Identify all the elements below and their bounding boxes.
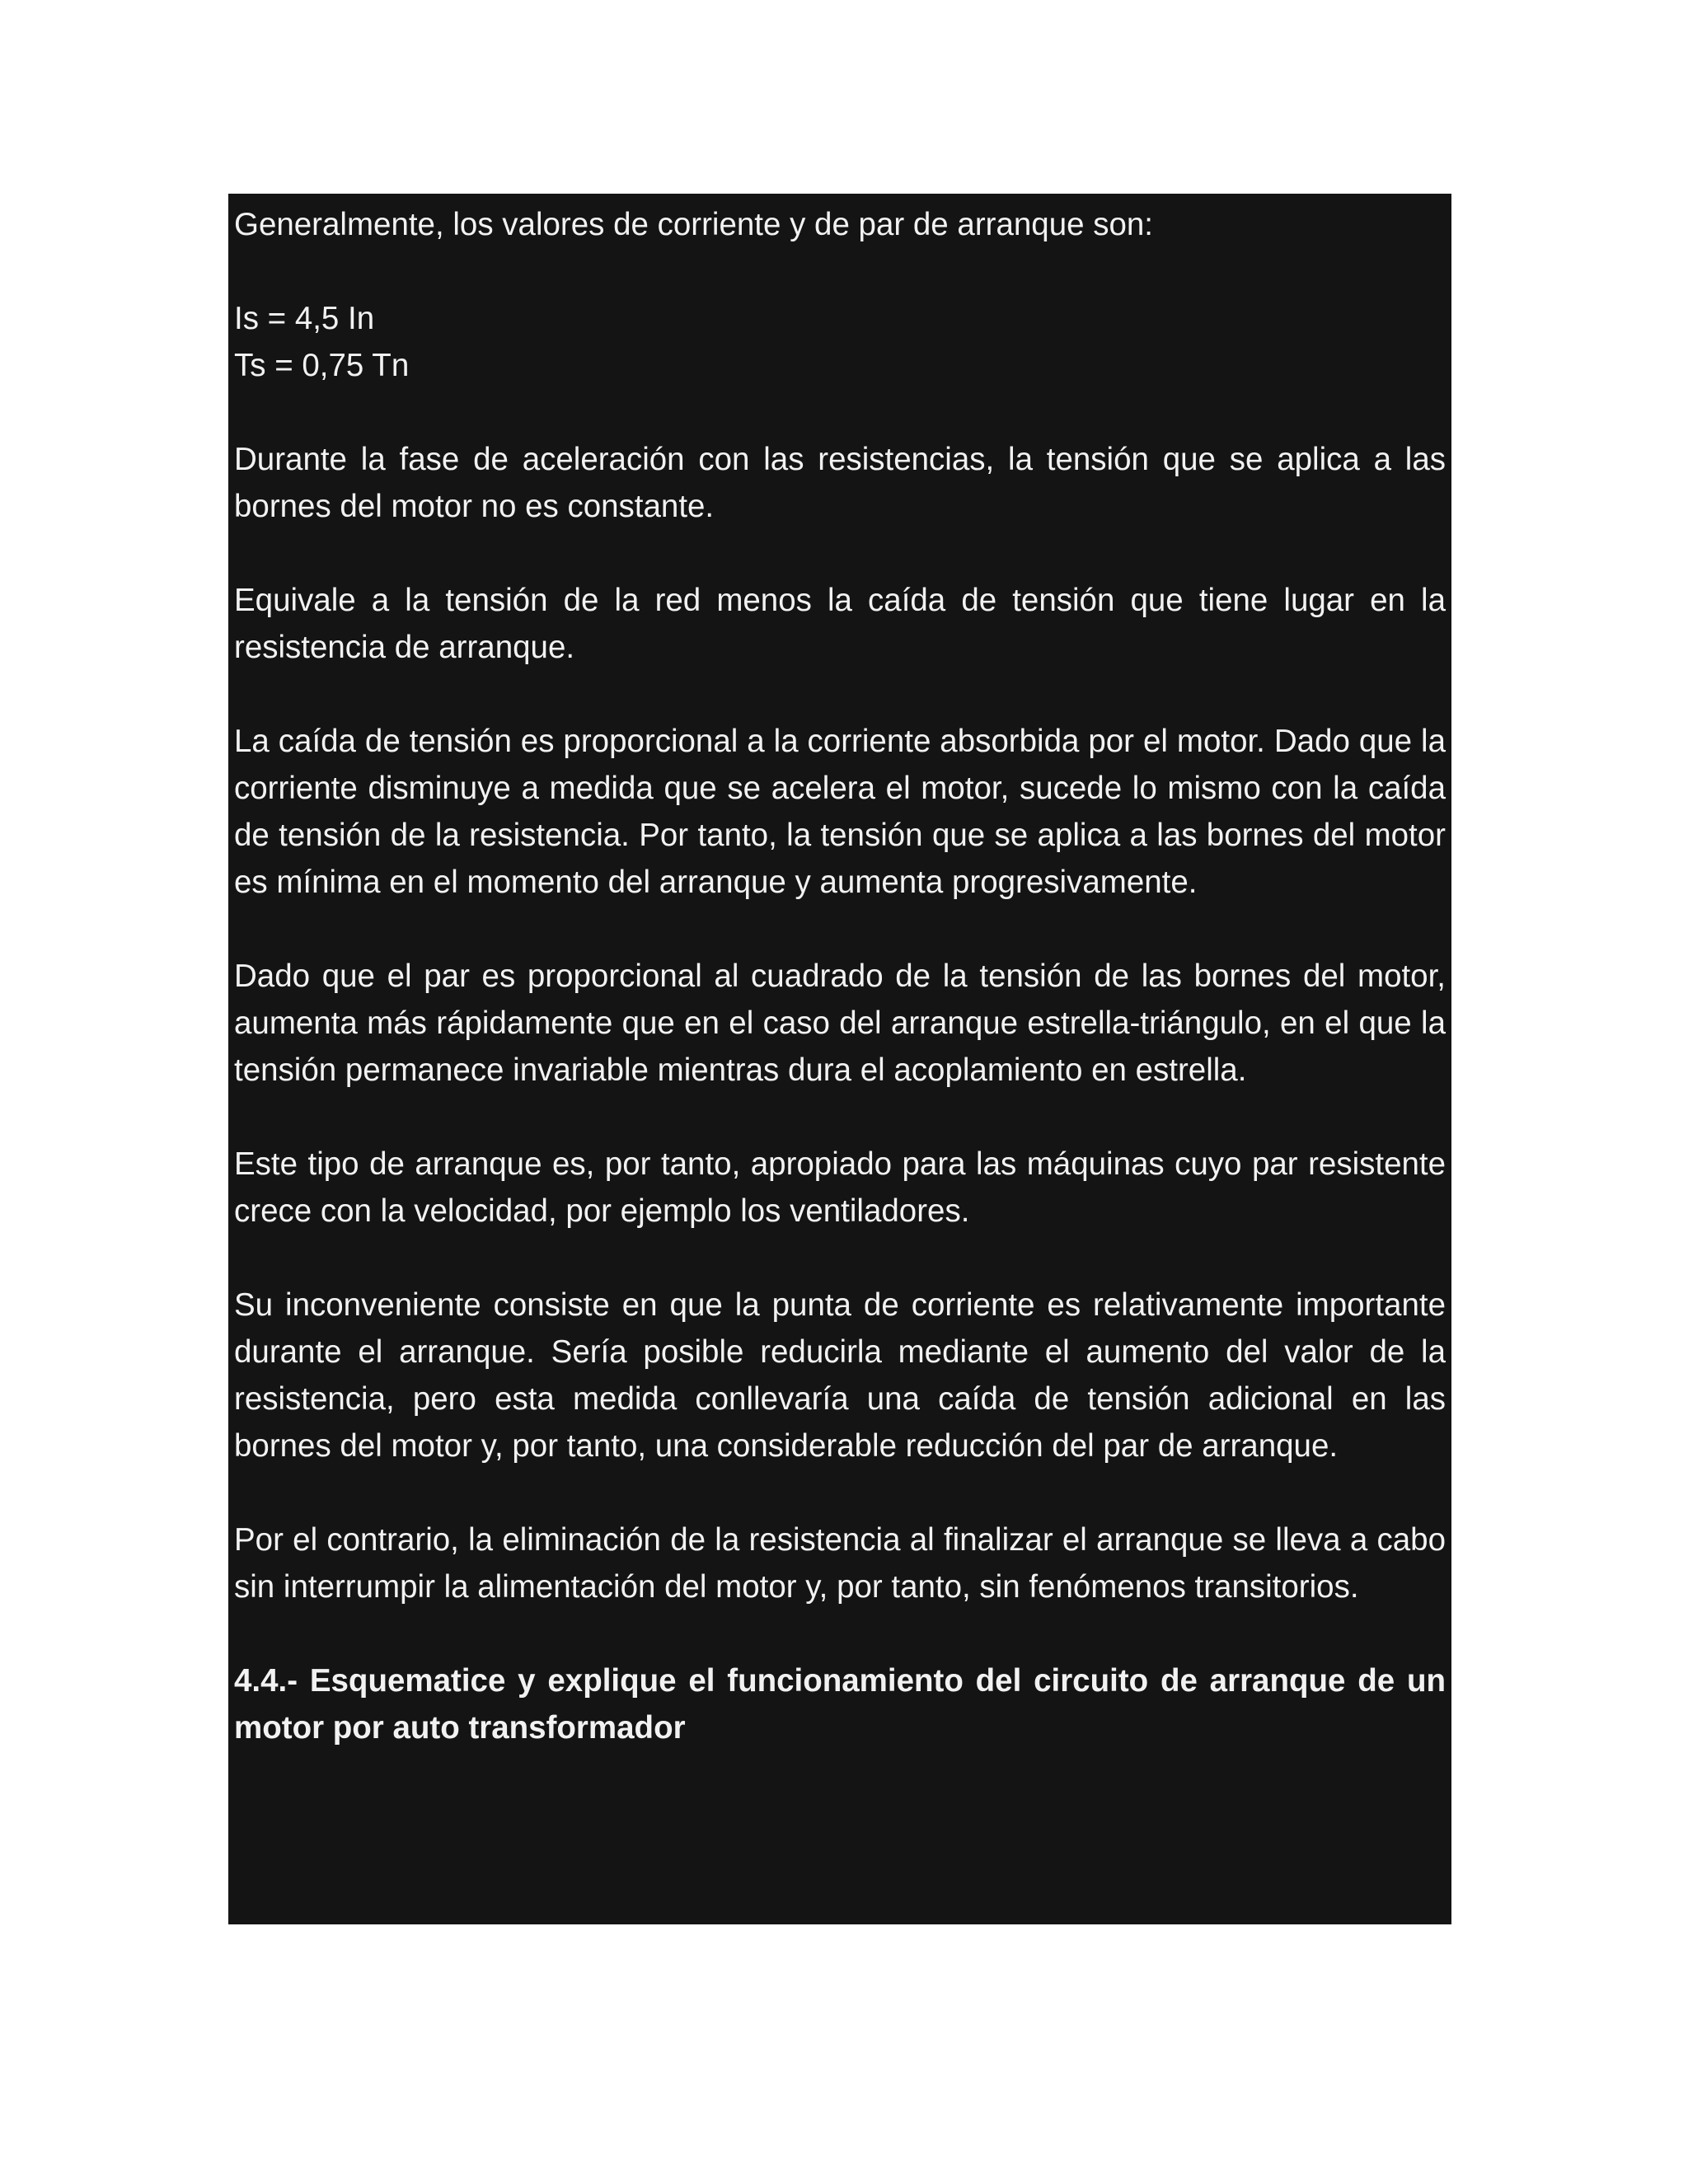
paragraph-par-proporcional: Dado que el par es proporcional al cuadrado de la tensión de las bornes del motor, aumenta más rápidamente que en el caso del arranque estrella-triángulo, en el que la tensión permanece invariable mientras dura el acoplamiento en estrella.: [234, 958, 1446, 1088]
formula-is: Is = 4,5 In: [234, 301, 375, 336]
paragraph-inconveniente: Su inconveniente consiste en que la punta de corriente es relativamente importante durante el arranque. Sería posible reducirla mediante el aumento del valor de la resistencia, pero esta medida conllevaría una caída de tensión adicional en las bornes del motor y, por tanto, una considerable reducción del par de arranque.: [234, 1287, 1446, 1464]
paragraph-equivale: Equivale a la tensión de la red menos la caída de tensión que tiene lugar en la resistencia de arranque.: [234, 583, 1446, 665]
paragraph-aceleracion: Durante la fase de aceleración con las resistencias, la tensión que se aplica a las bornes del motor no es constante.: [234, 442, 1446, 524]
section-heading: 4.4.- Esquematice y explique el funcionamiento del circuito de arranque de un motor por auto transformador: [234, 1663, 1446, 1746]
paragraph-caida-tension: La caída de tensión es proporcional a la corriente absorbida por el motor. Dado que la corriente disminuye a medida que se acelera el motor, sucede lo mismo con la caída de tensión de la resistencia. Por tanto, la tensión que se aplica a las bornes del motor es mínima en el momento del arranque y aumenta progresivamente.: [234, 724, 1446, 900]
paragraph-por-el-contrario: Por el contrario, la eliminación de la resistencia al finalizar el arranque se lleva a cabo sin interrumpir la alimentación del motor y, por tanto, sin fenómenos transitorios.: [234, 1522, 1446, 1605]
document-panel: [228, 194, 1451, 1924]
paragraph-tipo-arranque: Este tipo de arranque es, por tanto, apropiado para las máquinas cuyo par resistente crece con la velocidad, por ejemplo los ventiladores.: [234, 1146, 1446, 1229]
formula-ts: Ts = 0,75 Tn: [234, 348, 410, 383]
formula-block: [234, 295, 1446, 389]
intro-paragraph: Generalmente, los valores de corriente y de par de arranque son:: [234, 207, 1153, 242]
